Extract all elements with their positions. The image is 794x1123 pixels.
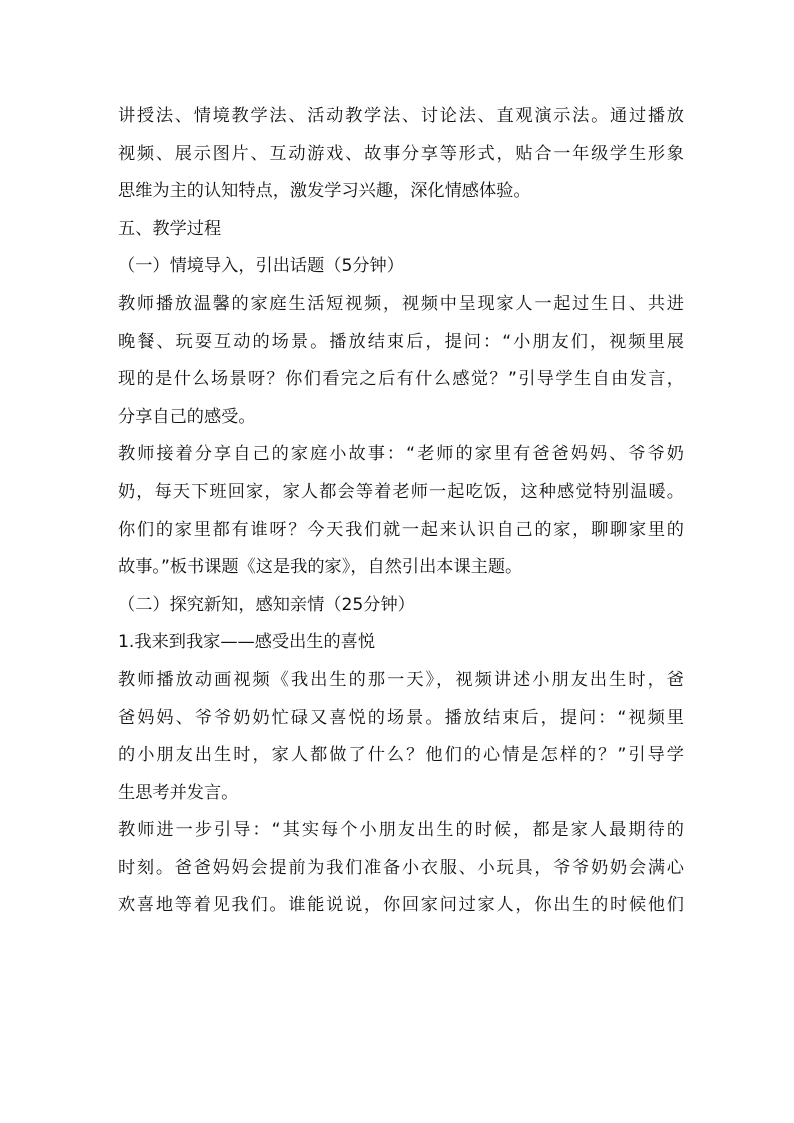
text-line: 教师播放动画视频《我出生的那一天》，视频讲述小朋友出生时，爸: [118, 669, 684, 690]
text-line: 现的是什么场景呀？你们看完之后有什么感觉？”引导学生自由发言，: [118, 369, 684, 390]
text-line: 讲授法、情境教学法、活动教学法、讨论法、直观演示法。通过播放: [118, 106, 684, 126]
text-line: 思维为主的认知特点，激发学习兴趣，深化情感体验。: [118, 181, 531, 202]
text-line: 你们的家里都有谁呀？今天我们就一起来认识自己的家，聊聊家里的: [118, 519, 684, 540]
text-line: 生思考并发言。: [118, 782, 239, 803]
text-line: 奶，每天下班回家，家人都会等着老师一起吃饭，这种感觉特别温暖。: [118, 481, 684, 502]
text-line: 爸妈妈、爷爷奶奶忙碌又喜悦的场景。播放结束后，提问：“视频里: [118, 707, 684, 728]
text-line: 分享自己的感受。: [118, 406, 256, 427]
text-line: 欢喜地等着见我们。谁能说说，你回家问过家人，你出生的时候他们: [118, 895, 684, 916]
text-line: 故事。”板书课题《这是我的家》，自然引出本课主题。: [118, 557, 523, 578]
item-heading: 1.我来到我家——感受出生的喜悦: [118, 632, 376, 653]
subsection-heading: （一）情境导入，引出话题（5分钟）: [118, 256, 404, 277]
text-line: 的小朋友出生时，家人都做了什么？他们的心情是怎样的？”引导学: [118, 745, 684, 766]
text-line: 教师接着分享自己的家庭小故事：“老师的家里有爸爸妈妈、爷爷奶: [118, 444, 684, 465]
text-line: 时刻。爸爸妈妈会提前为我们准备小衣服、小玩具，爷爷奶奶会满心: [118, 857, 684, 878]
section-heading: 五、教学过程: [118, 218, 222, 239]
text-line: 教师进一步引导：“其实每个小朋友出生的时候，都是家人最期待的: [118, 820, 684, 841]
document-body: [118, 98, 684, 925]
text-line: 视频、展示图片、互动游戏、故事分享等形式，贴合一年级学生形象: [118, 143, 684, 164]
text-line: 晚餐、玩耍互动的场景。播放结束后，提问：“小朋友们，视频里展: [118, 331, 684, 352]
subsection-heading: （二）探究新知，感知亲情（25分钟）: [118, 594, 415, 615]
text-line: 教师播放温馨的家庭生活短视频，视频中呈现家人一起过生日、共进: [118, 293, 684, 314]
